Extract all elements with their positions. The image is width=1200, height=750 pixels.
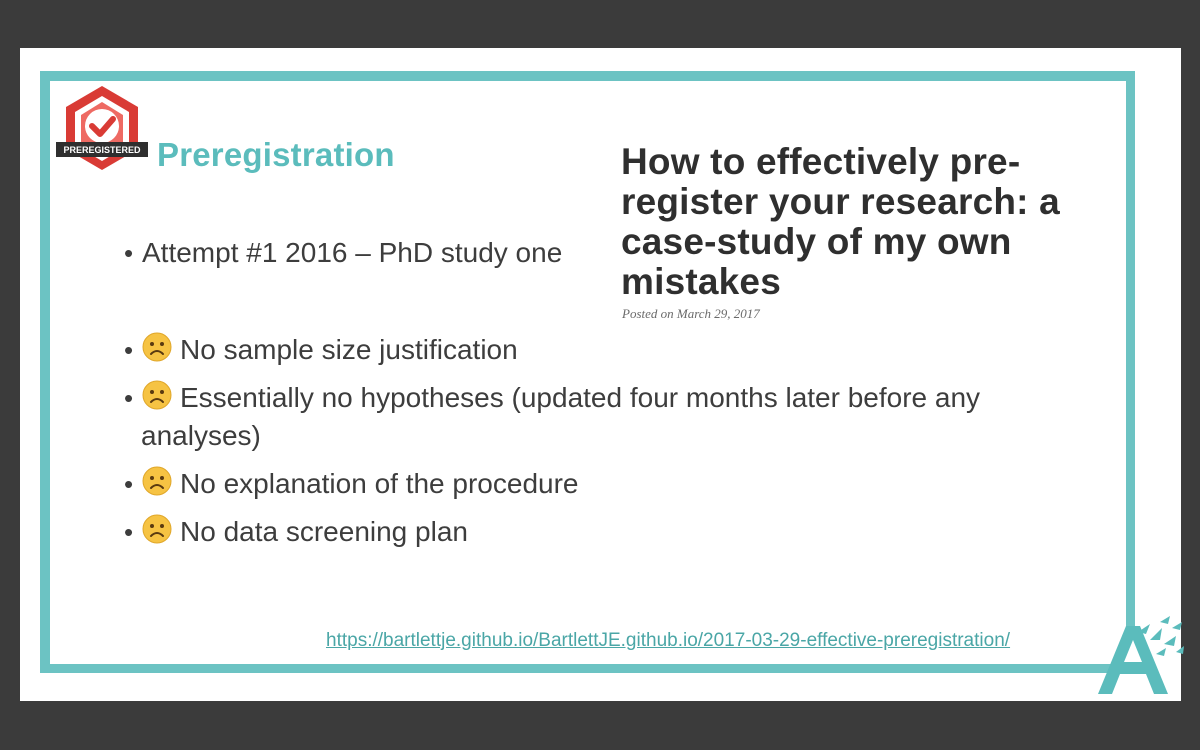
list-item <box>124 513 468 551</box>
bullet-continuation: analyses) <box>141 420 261 451</box>
list-item <box>124 379 980 417</box>
bullet-text: No explanation of the procedure <box>180 468 579 499</box>
section-title: Preregistration <box>157 136 395 173</box>
bullet-text: Essentially no hypotheses (updated four months later before any <box>180 382 981 413</box>
list-item <box>124 465 579 503</box>
sad-face-icon <box>142 332 172 362</box>
sad-face-icon <box>142 514 172 544</box>
list-item <box>124 331 518 369</box>
slide <box>20 48 1181 701</box>
attempt-bullet <box>124 234 562 272</box>
badge-label: PREREGISTERED <box>63 145 141 155</box>
bullet-dot: • <box>124 469 134 499</box>
posted-date: Posted on March 29, 2017 <box>622 306 760 321</box>
attempt-text: Attempt #1 2016 – PhD study one <box>142 237 563 268</box>
bullet-dot: • <box>124 335 134 365</box>
logo-a-icon <box>1090 614 1190 696</box>
bullet-text: No sample size justification <box>180 334 518 365</box>
bullet-dot: • <box>124 238 134 268</box>
sad-face-icon <box>142 466 172 496</box>
article-link[interactable]: https://bartlettje.github.io/BartlettJE.github.io/2017-03-29-effective-preregistration/ <box>326 630 1011 651</box>
preregistered-badge-icon <box>54 82 150 178</box>
bullet-dot: • <box>124 383 134 413</box>
bullet-text: No data screening plan <box>180 516 468 547</box>
bullet-dot: • <box>124 517 134 547</box>
article-title: How to effectively pre-register your research: a case-study of my own mistakes <box>621 141 1060 302</box>
sad-face-icon <box>142 380 172 410</box>
